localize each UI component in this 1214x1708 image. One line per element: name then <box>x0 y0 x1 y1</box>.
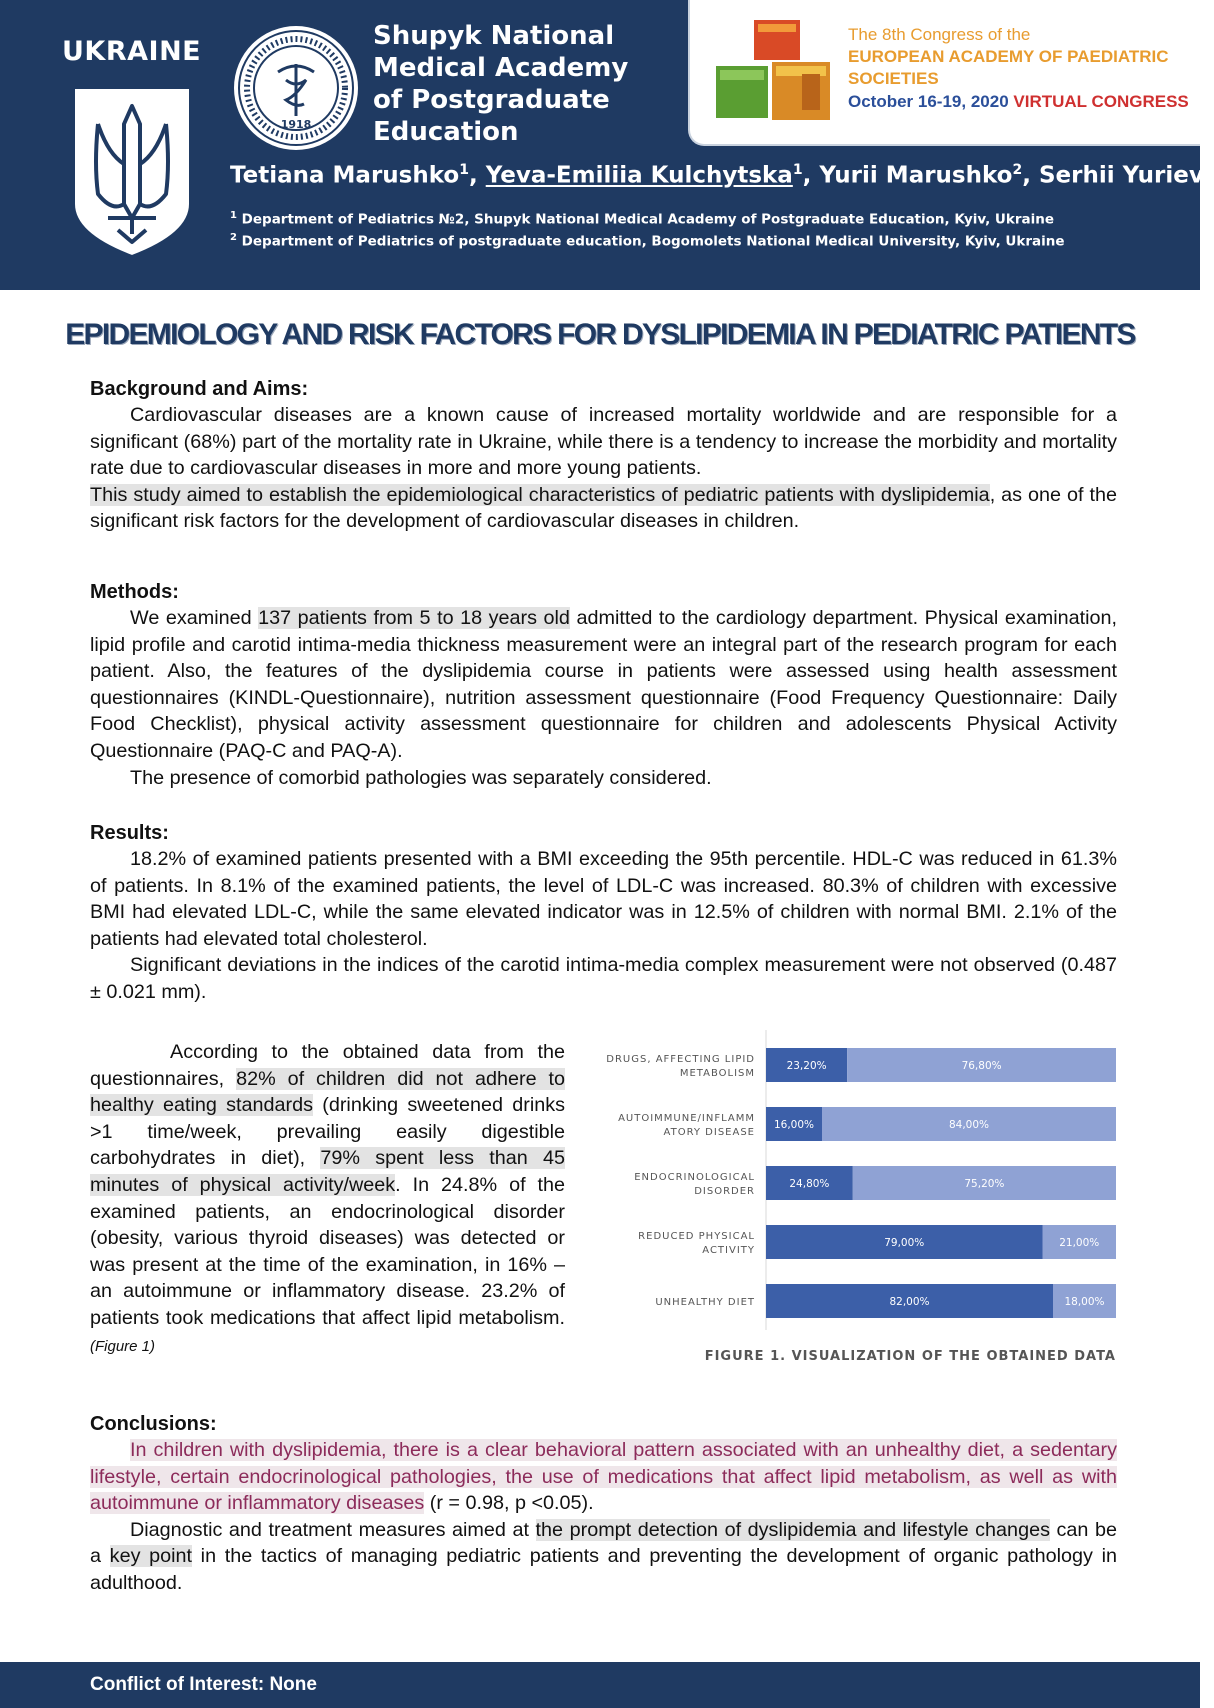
data-label: 21,00% <box>1059 1237 1100 1249</box>
poster-title: EPIDEMIOLOGY AND RISK FACTORS FOR DYSLIPIDEMIA IN PEDIATRIC PATIENTS <box>65 318 1135 351</box>
conc-highlight-key: key point <box>109 1545 193 1568</box>
category-label: REDUCED PHYSICAL <box>638 1231 755 1242</box>
author-name: Serhii Yuriev <box>1038 162 1204 189</box>
results-heading: Results: <box>90 822 169 844</box>
congress-line-3: SOCIETIES <box>848 69 939 88</box>
academy-name <box>373 20 628 148</box>
author-name: Tetiana Marushko <box>230 162 460 189</box>
congress-banner <box>688 0 1200 146</box>
congress-date: October 16-19, 2020 <box>848 92 1009 111</box>
conc-text: can be a <box>90 1518 1117 1568</box>
category-label: DRUGS, AFFECTING LIPID <box>606 1054 755 1065</box>
data-label: 18,00% <box>1064 1296 1105 1308</box>
category-label: DISORDER <box>694 1186 755 1197</box>
data-label: 82,00% <box>889 1296 930 1308</box>
methods-comorbid: The presence of comorbid pathologies was separately considered. <box>130 766 712 789</box>
category-label: UNHEALTHY DIET <box>655 1297 755 1308</box>
data-label: 23,20% <box>786 1060 827 1072</box>
affiliation-1 <box>230 210 1054 228</box>
background-aim-paragraph <box>90 482 1117 535</box>
affiliation-text: Department of Pediatrics of postgraduate education, Bogomolets National Medical University, Kyiv, Ukraine <box>241 233 1065 250</box>
congress-cubes-logo <box>706 14 841 126</box>
footer-bar <box>0 1662 1200 1708</box>
methods-text: We examined <box>130 607 259 629</box>
conclusions-heading: Conclusions: <box>90 1413 217 1435</box>
conclusions-paragraph-2 <box>90 1517 1117 1597</box>
conclusion-highlight: In children with dyslipidemia, there is a clear behavioral pattern associated with an unhealthy diet, a sedentary lifestyle, certain endocrinological pathologies, the use of medications that affect lipid metabolism, as well as with autoimmune or inflammatory diseases <box>90 1439 1117 1515</box>
q-text: . In 24.8% of the examined patients, an endocrinological disorder (obesity, various thyroid diseases) was detected or was present at the time of the examination, in 16% – an autoimmune or inflammatory disease. 23.2% of patients took medications that affect lipid metabolism. <box>90 1173 566 1329</box>
category-label: ATORY DISEASE <box>663 1127 755 1138</box>
conclusions-section <box>90 1411 1117 1597</box>
author-name: Yurii Marushko <box>819 162 1013 189</box>
congress-line-2: EUROPEAN ACADEMY OF PAEDIATRIC <box>848 47 1169 66</box>
q-text: (drinking sweetened drinks >1 time/week, prevailing easily digestible carbohydrates in diet), <box>90 1094 566 1170</box>
data-label: 84,00% <box>948 1119 990 1131</box>
figure-1-chart <box>590 1030 1120 1370</box>
congress-text <box>848 24 1189 114</box>
affiliation-2 <box>230 232 1065 250</box>
congress-line-1: The 8th Congress of the <box>848 25 1031 44</box>
academy-line: Education <box>373 117 519 147</box>
academy-seal-icon <box>232 24 360 152</box>
category-label: ENDOCRINOLOGICAL <box>634 1172 755 1183</box>
conclusions-paragraph <box>90 1437 1117 1517</box>
author-sup: 1 <box>459 162 469 178</box>
questionnaire-paragraph <box>90 1039 565 1360</box>
author-sup: 2 <box>1203 162 1214 178</box>
conc-text: Diagnostic and treatment measures aimed at <box>130 1518 536 1541</box>
category-label: METABOLISM <box>679 1068 755 1079</box>
results-paragraph: 18.2% of examined patients presented with a BMI exceeding the 95th percentile. HDL-C was reduced in 61.3% of patients. In 8.1% of the examined patients, the level of LDL-C was increased. 80.3% of children with excessive BMI had elevated LDL-C, while the same elevated indicator was in 12.5% of children with normal BMI. 2.1% of the patients had elevated total cholesterol. <box>90 848 1117 950</box>
ukraine-coat-of-arms-icon <box>68 84 196 260</box>
authors-line: Tetiana Marushko$^1$, Yeva-Emiliia Kulchytska$^1$, Yurii Marushko$^2$, Serhii Yuriev$^2$ <box>230 162 1214 189</box>
q-highlight-diet: 82% of children did not adhere to healthy eating standards <box>90 1067 565 1117</box>
aim-rest: , as one of the significant risk factors for the development of cardiovascular diseases in children. <box>90 483 1117 533</box>
background-paragraph: Cardiovascular diseases are a known cause of increased mortality worldwide and are responsible for a significant (68%) part of the mortality rate in Ukraine, while there is a tendency to increase the morbidity and mortality rate due to cardiovascular diseases in more and more young patients. <box>90 404 1117 480</box>
author-name-presenter: Yeva-Emiliia Kulchytska <box>485 162 793 189</box>
congress-date-line <box>848 90 1189 114</box>
methods-text: admitted to the cardiology department. Physical examination, lipid profile and carotid intima-media thickness measurement were an integral part of the research program for each patient. Also, the features of the dyslipidemia course in patients were assessed using health assessment questionnaires (KINDL-Questionnaire), nutrition assessment questionnaire (Food Frequency Questionnaire: Daily Food Checklist), physical activity assessment questionnaire for children and adolescents Physical Activity Questionnaire (PAQ-C and PAQ-A). <box>90 607 1118 762</box>
aim-highlight: This study aimed to establish the epidemiological characteristics of pediatric patients with dyslipidemia <box>90 483 990 506</box>
background-heading: Background and Aims: <box>90 378 309 400</box>
academy-line: Medical Academy <box>373 53 629 83</box>
conc-text: in the tactics of managing pediatric patients and preventing the development of organic pathology in adulthood. <box>90 1545 1117 1594</box>
data-label: 16,00% <box>773 1119 815 1131</box>
category-label: ACTIVITY <box>702 1245 755 1256</box>
q-text: According to the obtained data from the questionnaires, <box>90 1041 565 1090</box>
data-label: 24,80% <box>789 1178 830 1190</box>
country-label: UKRAINE <box>62 36 202 67</box>
data-label: 76,80% <box>961 1060 1002 1072</box>
methods-heading: Methods: <box>90 581 179 603</box>
questionnaire-results <box>90 1039 565 1360</box>
category-label: AUTOIMMUNE/INFLAMM <box>618 1113 755 1124</box>
author-sup: 2 <box>1012 162 1023 178</box>
academy-line: of Postgraduate <box>373 85 610 115</box>
affiliation-sup: 1 <box>230 210 237 221</box>
header-banner <box>0 0 1214 290</box>
data-label: 79,00% <box>884 1237 925 1249</box>
methods-highlight: 137 patients from 5 to 18 years old <box>258 607 570 629</box>
conc-highlight: the prompt detection of dyslipidemia and lifestyle changes <box>535 1518 1050 1541</box>
q-highlight-activity: 79% spent less than 45 minutes of physical activity/week <box>90 1147 565 1196</box>
methods-paragraph <box>90 605 1117 765</box>
methods-section <box>90 579 1117 791</box>
conclusion-stats: (r = 0.98, p <0.05). <box>424 1492 594 1515</box>
seal-year: 1918 <box>280 118 312 131</box>
affiliation-sup: 2 <box>230 232 237 243</box>
results-imt-paragraph: Significant deviations in the indices of the carotid intima-media complex measurement were not observed (0.487 ± 0.021 mm). <box>90 954 1117 1003</box>
data-label: 75,20% <box>964 1178 1005 1190</box>
background-section <box>90 376 1117 535</box>
conflict-of-interest: Conflict of Interest: None <box>90 1674 317 1695</box>
chart-title: FIGURE 1. VISUALIZATION OF THE OBTAINED DATA <box>704 1349 1116 1364</box>
figure-reference: (Figure 1) <box>90 1337 156 1355</box>
academy-line: Shupyk National <box>373 21 615 51</box>
congress-virtual: VIRTUAL CONGRESS <box>1013 92 1189 111</box>
affiliation-text: Department of Pediatrics №2, Shupyk National Medical Academy of Postgraduate Education, Kyiv, Ukraine <box>241 211 1054 228</box>
results-section <box>90 820 1117 1006</box>
author-sup: 1 <box>792 162 803 178</box>
